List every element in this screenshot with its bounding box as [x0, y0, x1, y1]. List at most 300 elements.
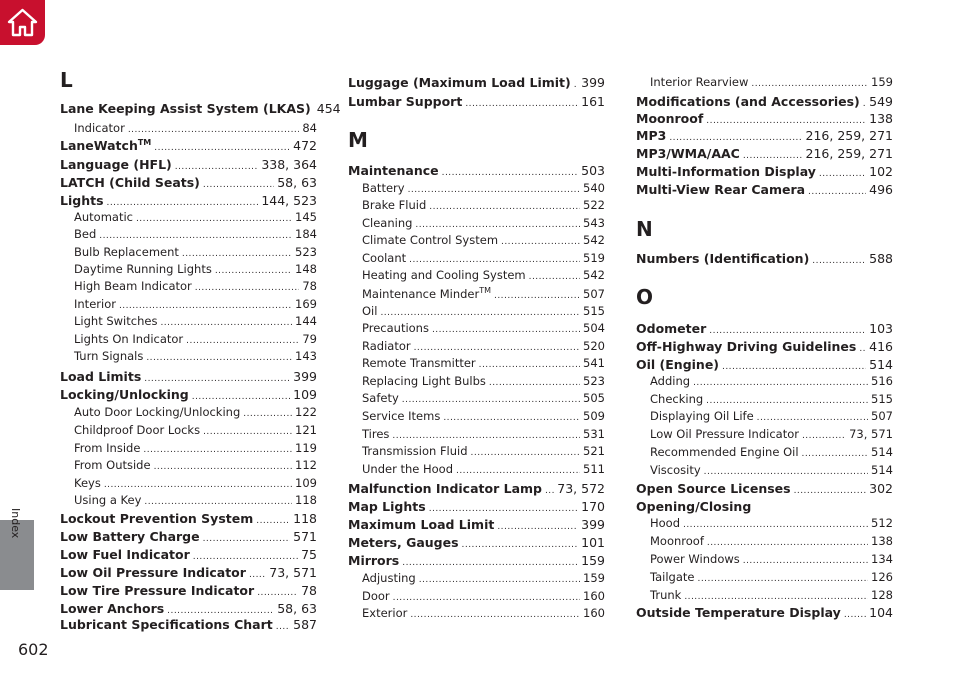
index-entry[interactable]: [348, 163, 605, 178]
page-reference[interactable]: 148: [295, 262, 317, 276]
index-subentry[interactable]: [348, 233, 605, 247]
entry-term: [362, 304, 377, 318]
entry-term-text: Bed: [74, 227, 97, 241]
index-entry[interactable]: [60, 387, 317, 402]
page-reference[interactable]: 514: [871, 463, 893, 477]
dot-leader: [249, 565, 266, 580]
page-reference[interactable]: 79: [302, 332, 317, 346]
entry-term: [60, 547, 190, 562]
index-entry[interactable]: [636, 164, 893, 179]
index-subentry[interactable]: [60, 210, 317, 224]
page-reference[interactable]: 159: [583, 571, 605, 585]
page-reference[interactable]: 118: [293, 511, 317, 526]
page-reference[interactable]: 519: [583, 251, 605, 265]
entry-term: [650, 445, 799, 459]
page-reference[interactable]: 399: [581, 75, 605, 90]
entry-term-text: Lumbar Support: [348, 94, 463, 109]
page-reference[interactable]: 399: [293, 369, 317, 384]
dot-leader: [154, 138, 290, 153]
page-reference[interactable]: 121: [295, 423, 317, 437]
dot-leader: [684, 588, 868, 602]
entry-term-text: Lane Keeping Assist System (LKAS): [60, 101, 311, 116]
page-reference[interactable]: 134: [871, 552, 893, 566]
page-reference[interactable]: 73, 572: [557, 481, 605, 496]
entry-term: [650, 75, 748, 89]
page-reference[interactable]: 516: [871, 374, 893, 388]
entry-term: [636, 111, 703, 126]
index-entry[interactable]: [348, 481, 605, 496]
index-entry[interactable]: [636, 146, 893, 161]
index-entry[interactable]: [60, 547, 317, 562]
index-subentry[interactable]: [348, 268, 605, 282]
entry-term-text: Checking: [650, 392, 704, 406]
dot-leader: [722, 357, 866, 372]
entry-term: [636, 321, 706, 336]
dot-leader: [192, 387, 290, 402]
index-subentry[interactable]: [348, 304, 605, 318]
entry-term: [60, 387, 189, 402]
entry-term-text: Multi-Information Display: [636, 164, 816, 179]
page-reference[interactable]: 588: [869, 251, 893, 266]
entry-term: [636, 146, 740, 161]
entry-term: [348, 163, 439, 178]
entry-term: [348, 517, 494, 532]
entry-term: [650, 463, 701, 477]
entry-term-text: Tailgate: [650, 570, 695, 584]
entry-term: [650, 427, 799, 441]
index-subentry[interactable]: [348, 216, 605, 230]
index-subentry[interactable]: [348, 198, 605, 212]
section-letter: O: [636, 285, 654, 309]
index-subentry[interactable]: [60, 476, 317, 490]
page-reference[interactable]: 520: [583, 339, 605, 353]
page-reference[interactable]: 144, 523: [261, 193, 317, 208]
page-reference[interactable]: 145: [295, 210, 317, 224]
dot-leader: [683, 516, 868, 530]
entry-term-text: Lockout Prevention System: [60, 511, 254, 526]
entry-term: [362, 268, 526, 282]
index-subentry[interactable]: [348, 391, 605, 405]
page-reference[interactable]: 112: [295, 458, 317, 472]
page-reference[interactable]: 542: [583, 268, 605, 282]
dot-leader: [419, 571, 580, 585]
dot-leader: [393, 589, 580, 603]
dot-leader: [182, 245, 292, 259]
entry-term: [60, 529, 200, 544]
index-subentry[interactable]: [636, 445, 893, 459]
index-subentry[interactable]: [348, 374, 605, 388]
entry-term-text: Trunk: [650, 588, 682, 602]
index-entry[interactable]: [348, 75, 605, 90]
page-reference[interactable]: 511: [583, 462, 605, 476]
index-entry[interactable]: [636, 339, 893, 354]
page-reference[interactable]: 109: [293, 387, 317, 402]
entry-term-text: MP3/WMA/AAC: [636, 146, 740, 161]
index-entry[interactable]: [60, 617, 317, 632]
dot-leader: [160, 314, 292, 328]
entry-term-text: Daytime Running Lights: [74, 262, 212, 276]
page-reference[interactable]: 104: [869, 605, 893, 620]
index-subentry[interactable]: [60, 297, 317, 311]
dot-leader: [743, 146, 803, 161]
entry-term-text: Climate Control System: [362, 233, 499, 247]
entry-term: [74, 349, 143, 363]
page-reference[interactable]: 78: [301, 583, 317, 598]
page-reference[interactable]: 509: [583, 409, 605, 423]
page-reference[interactable]: 84: [302, 121, 317, 135]
index-subentry[interactable]: [60, 423, 317, 437]
page-reference[interactable]: 78: [302, 279, 317, 293]
entry-term-text: Remote Transmitter: [362, 356, 476, 370]
index-subentry[interactable]: [60, 245, 317, 259]
page-reference[interactable]: 138: [871, 534, 893, 548]
index-entry[interactable]: [60, 193, 317, 208]
page-number: 602: [18, 640, 49, 659]
entry-term-text: Replacing Light Bulbs: [362, 374, 486, 388]
page-reference[interactable]: 161: [581, 94, 605, 109]
entry-term-text: MP3: [636, 128, 667, 143]
page-reference[interactable]: 122: [295, 405, 317, 419]
dot-leader: [494, 287, 580, 301]
index-entry[interactable]: [60, 601, 317, 616]
index-subentry[interactable]: [636, 75, 893, 89]
dot-leader: [545, 481, 554, 496]
index-entry[interactable]: [636, 481, 893, 496]
entry-term-text: Luggage (Maximum Load Limit): [348, 75, 571, 90]
dot-leader: [392, 427, 580, 441]
index-subentry[interactable]: [348, 339, 605, 353]
page-reference[interactable]: 338, 364: [261, 157, 317, 172]
entry-term-text: Language (HFL): [60, 157, 172, 172]
index-subentry[interactable]: [636, 427, 893, 441]
page-reference[interactable]: 571: [293, 529, 317, 544]
page-reference[interactable]: 523: [583, 374, 605, 388]
entry-term: [74, 262, 212, 276]
index-subentry[interactable]: [60, 441, 317, 455]
page-reference[interactable]: 540: [583, 181, 605, 195]
entry-term: [636, 499, 751, 514]
dot-leader: [193, 547, 298, 562]
index-entry[interactable]: [60, 369, 317, 384]
entry-term: [60, 175, 200, 190]
page-reference[interactable]: 416: [869, 339, 893, 354]
page-reference[interactable]: 126: [871, 570, 893, 584]
index-subentry[interactable]: [636, 409, 893, 423]
dot-leader: [794, 481, 867, 496]
entry-term-text: Low Tire Pressure Indicator: [60, 583, 255, 598]
entry-term-text: Adjusting: [362, 571, 416, 585]
entry-term-text: Keys: [74, 476, 101, 490]
index-subentry[interactable]: [636, 570, 893, 584]
index-subentry[interactable]: [348, 181, 605, 195]
dot-leader: [107, 193, 259, 208]
page-reference[interactable]: 102: [869, 164, 893, 179]
page-reference[interactable]: 523: [295, 245, 317, 259]
entry-term: [362, 251, 406, 265]
page-reference[interactable]: 138: [869, 111, 893, 126]
section-letter: L: [60, 68, 73, 92]
entry-term-text: Door: [362, 589, 390, 603]
index-subentry[interactable]: [348, 409, 605, 423]
dot-leader: [497, 517, 578, 532]
entry-term-text: Lights: [60, 193, 104, 208]
entry-term-text: Using a Key: [74, 493, 142, 507]
dot-leader: [808, 182, 866, 197]
index-entry[interactable]: [348, 517, 605, 532]
entry-term-text: Lower Anchors: [60, 601, 165, 616]
entry-term-text: Heating and Cooling System: [362, 268, 526, 282]
index-entry[interactable]: [636, 357, 893, 372]
page-reference[interactable]: 216, 259, 271: [805, 146, 893, 161]
dot-leader: [529, 268, 580, 282]
page-reference[interactable]: 587: [293, 617, 317, 632]
entry-term: [74, 210, 133, 224]
index-entry[interactable]: [636, 321, 893, 336]
index-subentry[interactable]: [60, 458, 317, 472]
page-reference[interactable]: 73, 571: [269, 565, 317, 580]
index-entry[interactable]: [60, 138, 317, 153]
index-entry[interactable]: [60, 583, 317, 598]
index-entry[interactable]: [348, 94, 605, 109]
entry-term-text: Exterior: [362, 606, 408, 620]
page-reference[interactable]: 504: [583, 321, 605, 335]
index-subentry[interactable]: [60, 227, 317, 241]
index-subentry[interactable]: [60, 332, 317, 346]
page-reference[interactable]: 549: [869, 94, 893, 109]
page-reference[interactable]: 118: [295, 493, 317, 507]
entry-term: [362, 427, 389, 441]
entry-term: [362, 409, 440, 423]
home-button[interactable]: [0, 0, 45, 45]
entry-term: [74, 458, 151, 472]
index-entry[interactable]: [60, 565, 317, 580]
index-subentry[interactable]: [636, 534, 893, 548]
entry-term-text: Moonroof: [636, 111, 704, 126]
index-subentry[interactable]: [636, 392, 893, 406]
index-subentry[interactable]: [60, 493, 317, 507]
index-subentry[interactable]: [348, 427, 605, 441]
page-reference[interactable]: 103: [869, 321, 893, 336]
index-entry[interactable]: [60, 175, 317, 190]
entry-term-text: Viscosity: [650, 463, 701, 477]
index-subentry[interactable]: [60, 121, 317, 135]
entry-term: [636, 605, 841, 620]
entry-term: [362, 571, 416, 585]
entry-term-text: Light Switches: [74, 314, 158, 328]
entry-term: [74, 332, 183, 346]
entry-term-text: Maximum Load Limit: [348, 517, 495, 532]
page-reference[interactable]: 472: [293, 138, 317, 154]
page-reference[interactable]: 75: [301, 547, 317, 562]
index-subentry[interactable]: [636, 516, 893, 530]
entry-term: [650, 516, 680, 530]
index-subentry[interactable]: [348, 251, 605, 265]
index-subentry[interactable]: [348, 444, 605, 458]
page-reference[interactable]: 184: [295, 227, 317, 241]
page-reference[interactable]: 521: [583, 444, 605, 458]
dot-leader: [704, 463, 868, 477]
entry-term: [348, 535, 459, 550]
page-reference[interactable]: 119: [295, 441, 317, 455]
index-entry[interactable]: [60, 157, 317, 172]
dot-leader: [402, 553, 578, 568]
dot-leader: [709, 321, 866, 336]
entry-term: [362, 391, 399, 405]
entry-term: [362, 233, 498, 247]
entry-term-text: From Outside: [74, 458, 151, 472]
entry-term-text: Precautions: [362, 321, 429, 335]
dot-leader: [802, 427, 846, 441]
page-reference[interactable]: 143: [295, 349, 317, 363]
index-subentry[interactable]: [60, 405, 317, 419]
page-reference[interactable]: 159: [871, 75, 893, 89]
entry-term: [636, 339, 856, 354]
entry-term: [650, 588, 681, 602]
page-reference[interactable]: 522: [583, 198, 605, 212]
entry-term-text: Low Oil Pressure Indicator: [60, 565, 246, 580]
page-reference[interactable]: 541: [583, 356, 605, 370]
page-reference[interactable]: 505: [583, 391, 605, 405]
page-reference[interactable]: 170: [581, 499, 605, 514]
entry-term-text: Power Windows: [650, 552, 740, 566]
entry-term-text: Turn Signals: [74, 349, 144, 363]
page-reference[interactable]: 169: [295, 297, 317, 311]
index-entry[interactable]: [636, 251, 893, 266]
entry-term: [650, 409, 754, 423]
entry-term: [362, 374, 486, 388]
page-reference[interactable]: 496: [869, 182, 893, 197]
index-entry[interactable]: [636, 182, 893, 197]
index-subentry[interactable]: [348, 356, 605, 370]
trademark-mark: TM: [137, 138, 152, 147]
page-reference[interactable]: 160: [583, 606, 605, 620]
dot-leader: [136, 210, 292, 224]
page-reference[interactable]: 109: [295, 476, 317, 490]
index-subentry[interactable]: [60, 314, 317, 328]
index-subentry[interactable]: [348, 462, 605, 476]
dot-leader: [489, 374, 580, 388]
dot-leader: [743, 552, 868, 566]
page-reference[interactable]: 512: [871, 516, 893, 530]
page-reference[interactable]: 73, 571: [849, 427, 893, 441]
index-entry[interactable]: [636, 605, 893, 620]
entry-term-text: Load Limits: [60, 369, 142, 384]
page-reference[interactable]: 101: [581, 535, 605, 550]
index-entry[interactable]: [60, 529, 317, 544]
dot-leader: [380, 304, 580, 318]
entry-term-text: Opening/Closing: [636, 499, 752, 514]
index-entry[interactable]: [636, 111, 893, 126]
index-entry[interactable]: [348, 535, 605, 550]
index-subentry[interactable]: [348, 589, 605, 603]
index-subentry[interactable]: [636, 463, 893, 477]
index-subentry[interactable]: [636, 374, 893, 388]
entry-term-text: Cleaning: [362, 216, 413, 230]
page-reference[interactable]: 399: [581, 517, 605, 532]
page-reference[interactable]: 543: [583, 216, 605, 230]
entry-term: [636, 128, 666, 143]
index-subentry[interactable]: [348, 606, 605, 620]
entry-term: [650, 374, 690, 388]
dot-leader: [706, 111, 866, 126]
entry-term: [74, 441, 140, 455]
page-reference[interactable]: 58, 63: [277, 601, 317, 616]
page-reference[interactable]: 503: [581, 163, 605, 178]
entry-term: [60, 138, 151, 153]
index-subentry[interactable]: [636, 588, 893, 602]
page-reference[interactable]: 531: [583, 427, 605, 441]
index-entry[interactable]: [636, 499, 893, 514]
page-reference[interactable]: 302: [869, 481, 893, 496]
entry-term-text: Meters, Gauges: [348, 535, 459, 550]
index-entry[interactable]: [60, 511, 317, 526]
dot-leader: [669, 128, 802, 143]
index-subentry[interactable]: [60, 349, 317, 363]
page-reference[interactable]: 144: [295, 314, 317, 328]
entry-term-text: Map Lights: [348, 499, 426, 514]
page-reference[interactable]: 454: [316, 101, 341, 116]
page-reference[interactable]: 507: [871, 409, 893, 423]
dot-leader: [863, 94, 866, 109]
page-reference[interactable]: 507: [583, 286, 605, 301]
entry-term-text: Auto Door Locking/Unlocking: [74, 405, 241, 419]
dot-leader: [698, 570, 869, 584]
page-reference[interactable]: 128: [871, 588, 893, 602]
entry-term-text: Lubricant Specifications Chart: [60, 617, 273, 632]
index-subentry[interactable]: [636, 552, 893, 566]
page-reference[interactable]: 515: [583, 304, 605, 318]
index-subentry[interactable]: [60, 262, 317, 276]
entry-term: [74, 476, 101, 490]
page-reference[interactable]: 514: [869, 357, 893, 372]
dot-leader: [144, 369, 290, 384]
entry-term-text: Coolant: [362, 251, 407, 265]
entry-term-text: Transmission Fluid: [362, 444, 468, 458]
entry-term: [60, 157, 172, 172]
index-subentry[interactable]: [348, 571, 605, 585]
dot-leader: [757, 409, 868, 423]
index-subentry[interactable]: [348, 321, 605, 335]
index-entry[interactable]: [60, 101, 341, 116]
entry-term-text: Brake Fluid: [362, 198, 427, 212]
dot-leader: [408, 181, 580, 195]
page-reference[interactable]: 58, 63: [277, 175, 317, 190]
dot-leader: [465, 94, 578, 109]
entry-term: [362, 462, 453, 476]
page-reference[interactable]: 514: [871, 445, 893, 459]
page-reference[interactable]: 159: [581, 553, 605, 568]
entry-term: [636, 481, 791, 496]
dot-leader: [443, 409, 580, 423]
entry-term: [636, 357, 719, 372]
index-subentry[interactable]: [348, 286, 605, 301]
index-entry[interactable]: [348, 553, 605, 568]
index-entry[interactable]: [636, 94, 893, 109]
index-subentry[interactable]: [60, 279, 317, 293]
page-reference[interactable]: 216, 259, 271: [805, 128, 893, 143]
dot-leader: [276, 617, 290, 632]
page-reference[interactable]: 160: [583, 589, 605, 603]
index-entry[interactable]: [636, 128, 893, 143]
entry-term: [362, 444, 468, 458]
page-reference[interactable]: 515: [871, 392, 893, 406]
dot-leader: [456, 462, 580, 476]
index-entry[interactable]: [348, 499, 605, 514]
entry-term-text: Modifications (and Accessories): [636, 94, 860, 109]
entry-term: [650, 534, 704, 548]
page-reference[interactable]: 542: [583, 233, 605, 247]
entry-term-text: LATCH (Child Seats): [60, 175, 200, 190]
